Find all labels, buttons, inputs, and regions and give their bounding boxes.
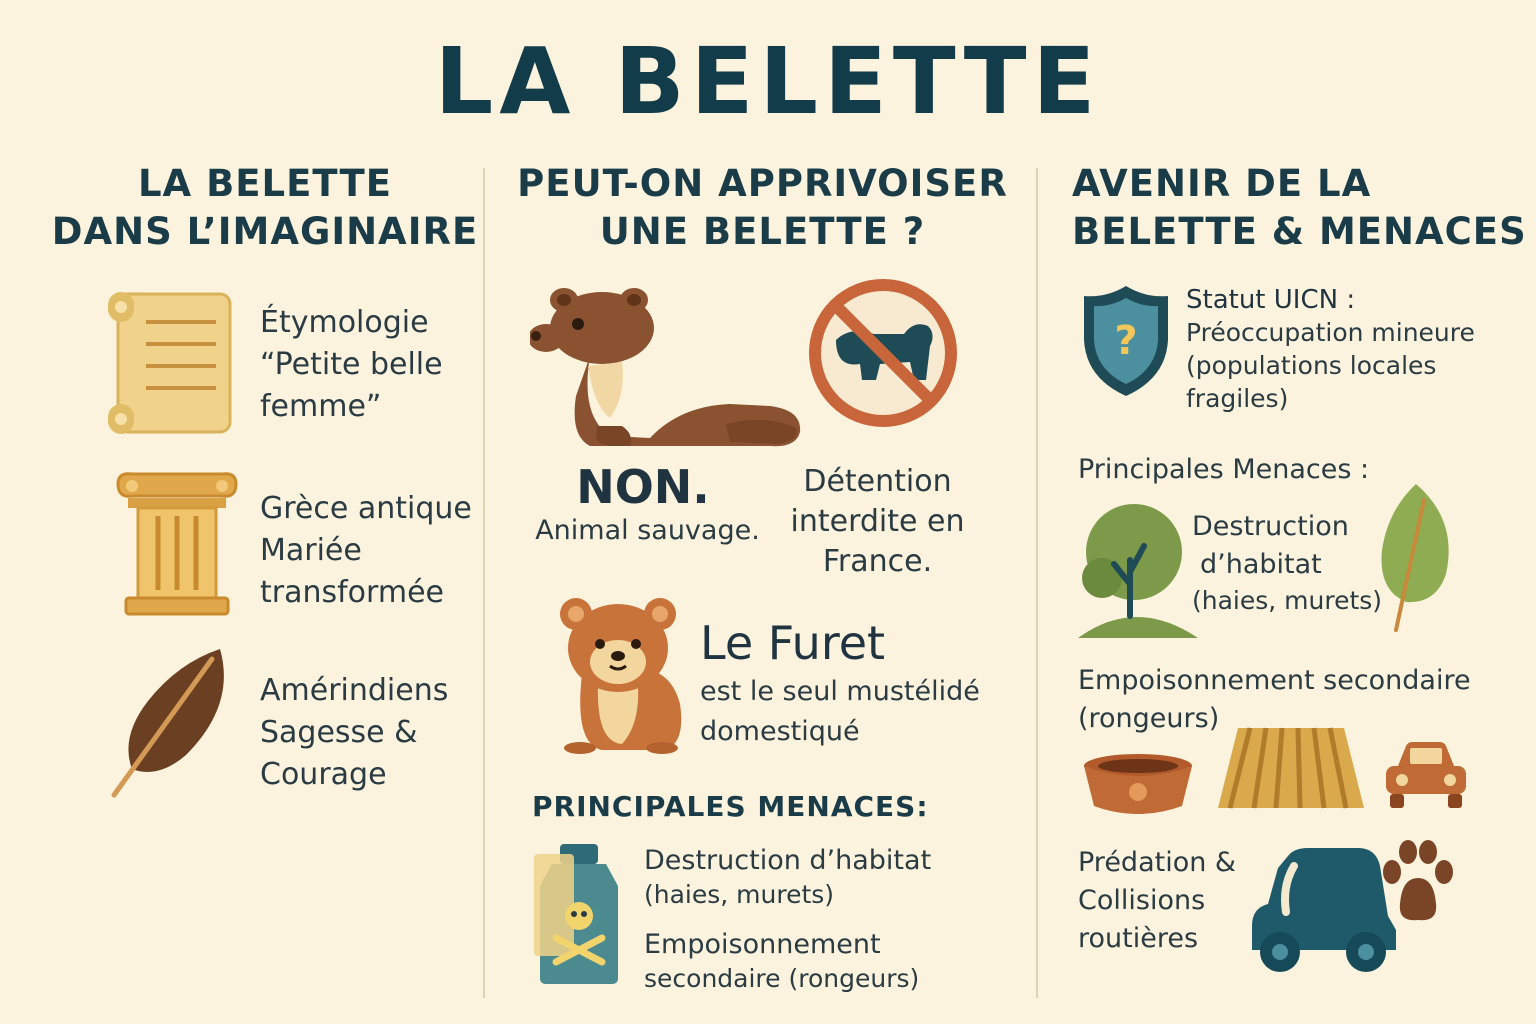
col2-title-line2: UNE BELETTE ? xyxy=(599,210,926,253)
amerindian-line3: Courage xyxy=(260,757,387,792)
col2-menace-destruction xyxy=(644,844,931,911)
scroll-icon xyxy=(100,288,240,438)
poison-bottle-icon xyxy=(534,842,624,987)
tree-icon xyxy=(1076,500,1200,640)
etymology-line3: femme” xyxy=(260,389,382,424)
empoisonnement-line1: Empoisonnement secondaire xyxy=(1078,665,1471,696)
col2-menace-line3: Empoisonnement xyxy=(644,929,881,960)
col1-title-line1: LA BELETTE xyxy=(137,162,393,205)
col3-menaces-title: Principales Menaces : xyxy=(1078,454,1370,485)
detention-text xyxy=(770,462,985,582)
non-subtitle: Animal sauvage. xyxy=(535,515,760,546)
predation-line3: routières xyxy=(1078,923,1199,954)
greece-line3: transformée xyxy=(260,575,444,610)
statut-text xyxy=(1186,284,1475,415)
col3-title-line2: BELETTE & MENACES xyxy=(1072,210,1527,253)
statut-line3: fragiles) xyxy=(1186,384,1289,413)
amerindian-text xyxy=(260,670,448,796)
furet-line1: est le seul mustélidé xyxy=(700,676,980,707)
col2-title xyxy=(490,160,1035,256)
col1-title xyxy=(40,160,490,256)
weasel-icon xyxy=(530,286,810,451)
col2-menace-line1: Destruction d’habitat xyxy=(644,845,932,876)
destruction-line2: d’habitat xyxy=(1200,549,1322,580)
etymology-line2: “Petite belle xyxy=(260,347,443,382)
page-title: LA BELETTE xyxy=(434,28,1102,135)
furet-text xyxy=(700,672,980,752)
col1-title-line2: DANS L’IMAGINAIRE xyxy=(51,210,479,253)
empoisonnement-line2: (rongeurs) xyxy=(1078,703,1220,734)
shield-symbol: ? xyxy=(1114,318,1138,364)
etymology-text xyxy=(260,302,443,428)
amerindian-line1: Amérindiens xyxy=(260,673,449,708)
amerindian-line2: Sagesse & xyxy=(260,715,418,750)
col2-menace-line4: secondaire (rongeurs) xyxy=(644,964,920,993)
statut-label: Statut UICN : xyxy=(1186,285,1356,315)
predation-line2: Collisions xyxy=(1078,885,1206,916)
field-icon xyxy=(1216,726,1366,812)
predation-text xyxy=(1078,844,1236,958)
predation-line1: Prédation & xyxy=(1078,847,1236,878)
detention-line2: interdite en xyxy=(790,504,965,539)
greece-line1: Grèce antique xyxy=(260,491,472,526)
statut-line2: (populations locales xyxy=(1186,351,1437,380)
bait-bowl-icon xyxy=(1080,752,1196,818)
col2-menace-line2: (haies, murets) xyxy=(644,880,835,909)
statut-line1: Préoccupation mineure xyxy=(1186,318,1475,347)
furet-title: Le Furet xyxy=(700,616,886,670)
column-divider-right xyxy=(1036,168,1038,998)
paw-print-icon xyxy=(1380,838,1454,928)
detention-line1: Détention xyxy=(803,464,952,499)
shield-icon xyxy=(1080,282,1172,400)
destruction-line3: (haies, murets) xyxy=(1192,586,1383,615)
etymology-line1: Étymologie xyxy=(260,305,429,340)
detention-line3: France. xyxy=(822,544,933,579)
ferret-icon xyxy=(552,594,692,756)
destruction-text xyxy=(1192,508,1382,618)
vehicle-icon xyxy=(1248,846,1400,974)
leaf-icon xyxy=(1376,480,1456,635)
col2-menace-poison xyxy=(644,928,919,995)
prohibited-icon xyxy=(806,276,960,430)
greece-text xyxy=(260,488,472,614)
feather-icon xyxy=(108,645,233,800)
col3-title xyxy=(1072,160,1527,256)
column-icon xyxy=(112,470,242,620)
furet-line2: domestiqué xyxy=(700,716,860,747)
col3-title-line1: AVENIR DE LA xyxy=(1072,162,1372,205)
destruction-line1: Destruction xyxy=(1192,511,1349,542)
car-icon xyxy=(1382,740,1470,812)
column-divider-left xyxy=(483,168,485,998)
non-answer: NON. xyxy=(576,460,710,514)
col2-title-line1: PEUT-ON APPRIVOISER xyxy=(517,162,1008,205)
col2-menaces-title: PRINCIPALES MENACES: xyxy=(532,790,929,823)
greece-line2: Mariée xyxy=(260,533,362,568)
